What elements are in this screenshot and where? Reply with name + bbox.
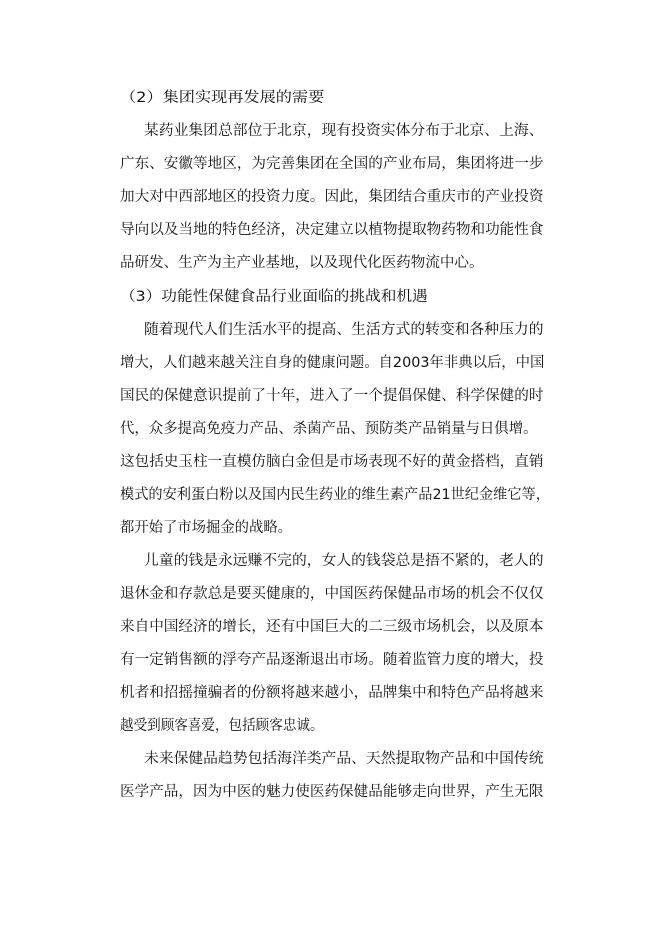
text-line: 导向以及当地的特色经济，决定建立以植物提取物药物和功能性食	[120, 222, 544, 238]
text-line: 品研发、生产为主产业基地，以及现代化医药物流中心。	[120, 255, 484, 271]
text-line: 随着现代人们生活水平的提高、生活方式的转变和各种压力的	[144, 322, 544, 338]
text-line: 加大对中西部地区的投资力度。因此，集团结合重庆市的产业投资	[120, 189, 544, 205]
heading-2: （2）集团实现再发展的需要	[120, 90, 325, 106]
text-line: 越受到顾客喜爱，包括顾客忠诚。	[120, 718, 324, 734]
text-line: 广东、安徽等地区，为完善集团在全国的产业布局，集团将进一步	[120, 156, 544, 172]
text-line: 都开始了市场掘金的战略。	[120, 520, 292, 536]
text-line: 儿童的钱是永远赚不完的，女人的钱袋总是捂不紧的，老人的	[144, 553, 544, 569]
text-line: 来自中国经济的增长，还有中国巨大的二三级市场机会，以及原本	[120, 619, 544, 635]
text-line: 代，众多提高免疫力产品、杀菌产品、预防类产品销量与日俱增。	[120, 421, 538, 437]
text-line: 机者和招摇撞骗者的份额将越来越小，品牌集中和特色产品将越来	[120, 685, 544, 701]
heading-3: （3）功能性保健食品行业面临的挑战和机遇	[120, 289, 428, 305]
text-line: 增大，人们越来越关注自身的健康问题。自2003年非典以后，中国	[120, 355, 545, 371]
text-line: 退休金和存款总是要买健康的，中国医药保健品市场的机会不仅仅	[120, 586, 544, 602]
text-line: 医学产品，因为中医的魅力使医药保健品能够走向世界，产生无限	[120, 784, 544, 800]
text-line: 某药业集团总部位于北京，现有投资实体分布于北京、上海、	[144, 123, 544, 139]
text-line: 国民的保健意识提前了十年，进入了一个提倡保健、科学保健的时	[120, 388, 544, 404]
text-line: 有一定销售额的浮夸产品逐渐退出市场。随着监管力度的增大，投	[120, 652, 544, 668]
text-line: 未来保健品趋势包括海洋类产品、天然提取物产品和中国传统	[144, 751, 544, 767]
text-line: 这包括史玉柱一直模仿脑白金但是市场表现不好的黄金搭档，直销	[120, 454, 544, 470]
text-line: 模式的安利蛋白粉以及国内民生药业的维生素产品21世纪金维它等，	[120, 487, 550, 503]
